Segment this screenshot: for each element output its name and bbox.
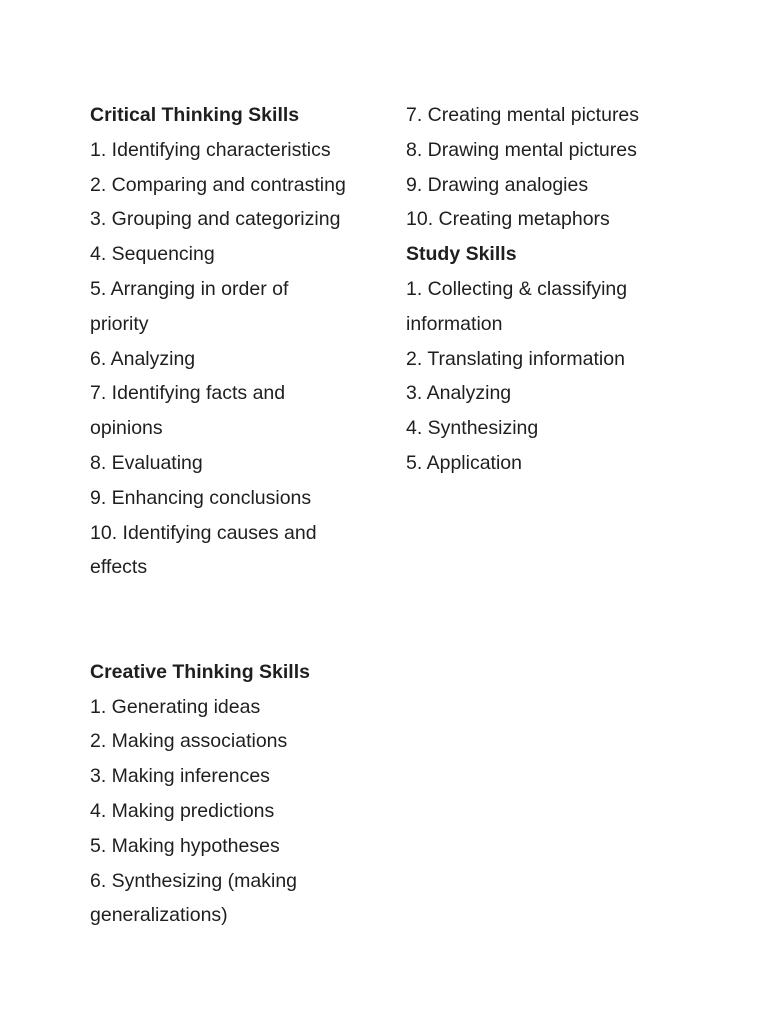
list-item: 10. Creating metaphors <box>406 208 610 231</box>
critical-thinking-list <box>90 133 380 585</box>
list-item-continued: generalizations) <box>90 904 228 927</box>
list-item: 3. Grouping and categorizing <box>90 208 341 231</box>
critical-thinking-heading: Critical Thinking Skills <box>90 104 300 126</box>
study-skills-heading: Study Skills <box>406 243 517 266</box>
list-item: 1. Generating ideas <box>90 695 261 718</box>
list-item: 10. Identifying causes and <box>90 521 317 544</box>
list-item: 9. Drawing analogies <box>406 173 589 196</box>
list-item: 9. Enhancing conclusions <box>90 486 312 509</box>
list-item-continued: information <box>406 312 503 335</box>
list-item: 6. Analyzing <box>90 347 196 370</box>
creative-thinking-heading: Creative Thinking Skills <box>90 660 310 683</box>
list-item: 5. Application <box>406 451 523 474</box>
list-item: 4. Synthesizing <box>406 417 539 440</box>
list-item: 3. Analyzing <box>406 382 512 405</box>
list-item: 2. Making associations <box>90 730 288 753</box>
study-skills-list <box>406 272 696 481</box>
list-item: 1. Collecting & classifying <box>406 277 628 300</box>
list-item-continued: priority <box>90 312 149 335</box>
list-item: 7. Identifying facts and <box>90 382 286 405</box>
list-item: 5. Making hypotheses <box>90 834 280 857</box>
list-item: 2. Comparing and contrasting <box>90 173 346 196</box>
list-item: 4. Sequencing <box>90 243 215 266</box>
list-item-continued: opinions <box>90 417 163 440</box>
creative-thinking-list-continued <box>406 98 696 237</box>
list-item: 8. Evaluating <box>90 451 203 474</box>
list-item: 3. Making inferences <box>90 765 270 788</box>
list-item: 2. Translating information <box>406 347 625 370</box>
creative-thinking-list <box>90 690 380 934</box>
left-column <box>90 98 380 933</box>
list-item-continued: effects <box>90 556 148 579</box>
right-column <box>406 98 696 481</box>
list-item: 6. Synthesizing (making <box>90 869 298 892</box>
list-item: 8. Drawing mental pictures <box>406 138 637 161</box>
list-item: 7. Creating mental pictures <box>406 104 640 126</box>
list-item: 4. Making predictions <box>90 799 275 822</box>
list-item: 5. Arranging in order of <box>90 277 289 300</box>
list-item: 1. Identifying characteristics <box>90 138 331 161</box>
section-spacer <box>90 585 380 655</box>
